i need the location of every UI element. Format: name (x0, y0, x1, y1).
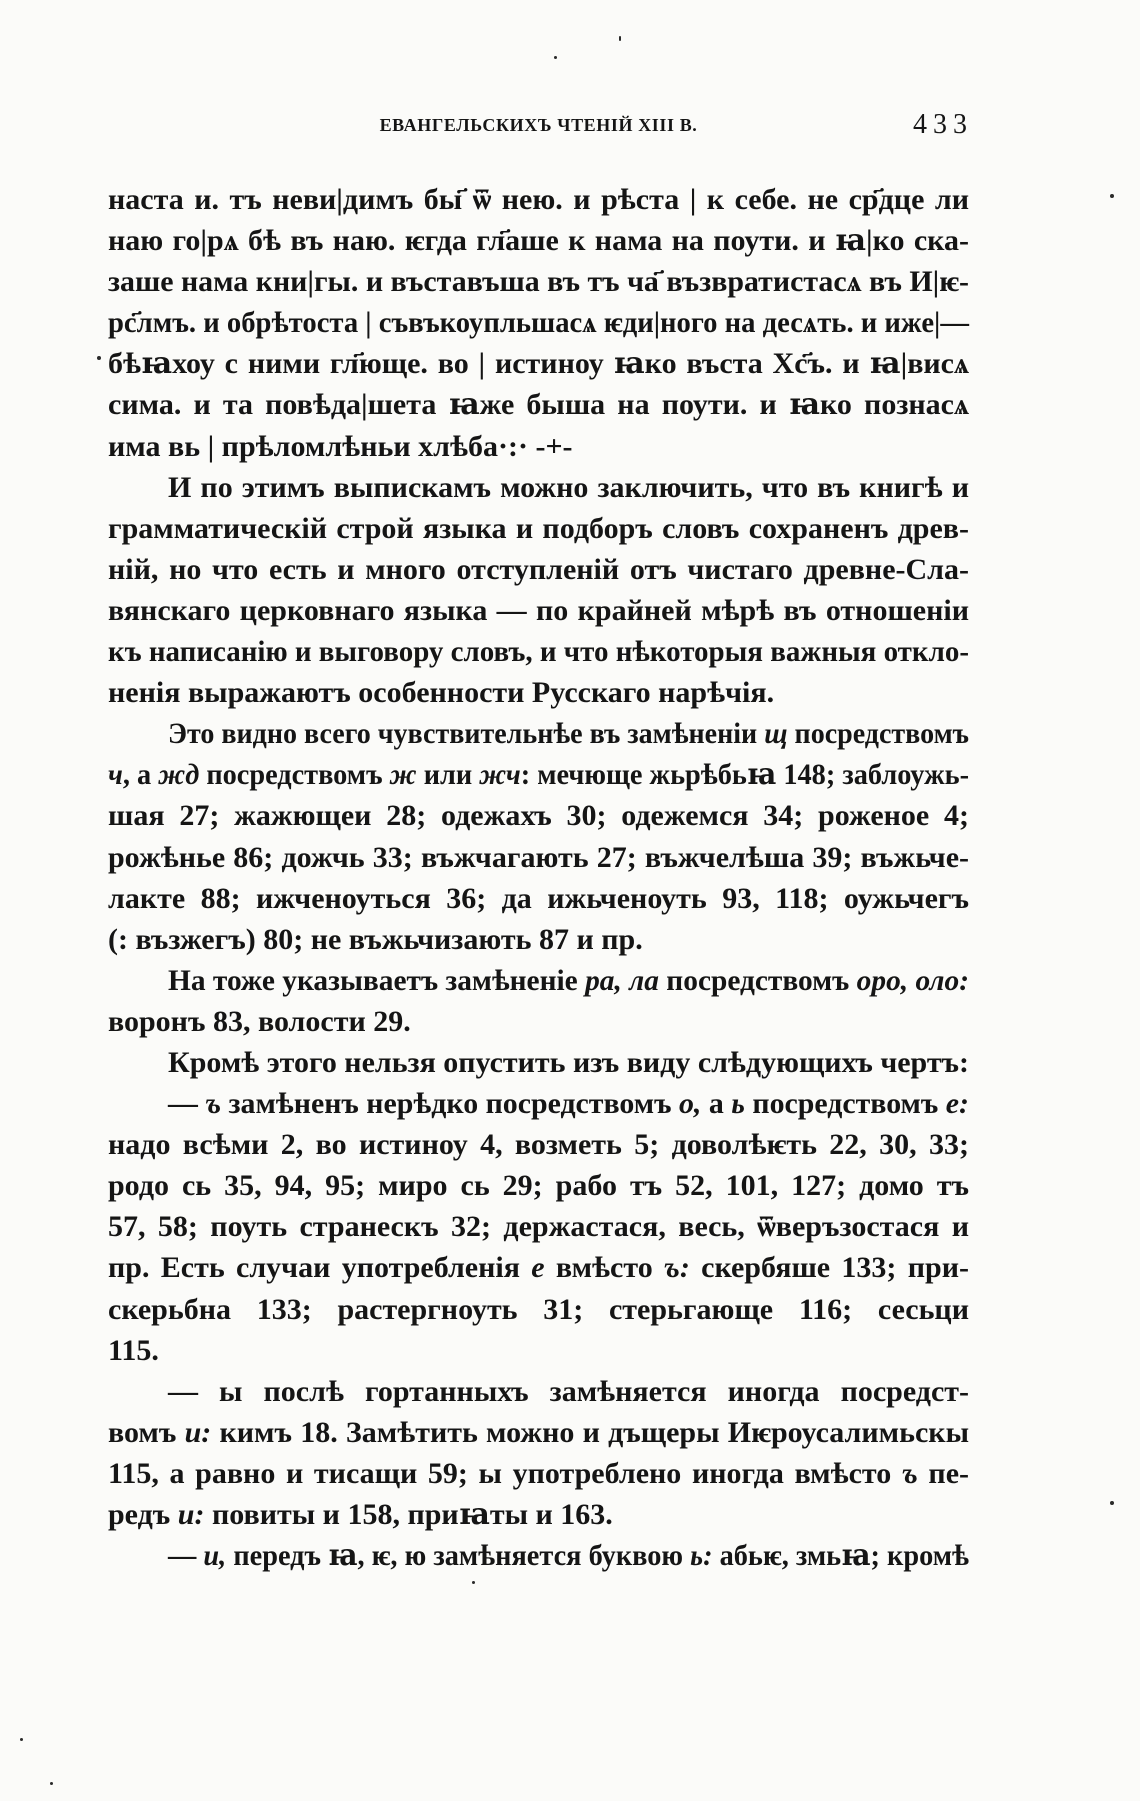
paragraph (108, 713, 969, 960)
line-text: сима. и та повѣда|шета ꙗже быша на поути. и ꙗко познасѧ (108, 388, 969, 422)
text-line (108, 1371, 969, 1412)
paragraph (108, 960, 969, 1042)
body-text (108, 467, 969, 1577)
text-run: посредствомъ (199, 758, 390, 792)
line-text (108, 1457, 969, 1490)
text-run: Это видно всего чувствительнѣе въ замѣненіи (168, 717, 765, 751)
line-text: наста и. тъ неви|димъ бы҃ ѿ нею. и рѣста | к себе. не ср҃дце ли (108, 183, 969, 216)
text-run: замѣненъ нерѣдко посредствомъ (221, 1087, 679, 1121)
scan-speck (554, 56, 557, 59)
italic-term: и: (184, 1415, 212, 1449)
text-line (108, 384, 969, 425)
text-line (108, 919, 969, 960)
paragraph (108, 1042, 969, 1083)
text-run: редъ (108, 1498, 178, 1531)
italic-term: жд (158, 758, 200, 792)
running-title: ЕВАНГЕЛЬСКИХЪ ЧТЕНІЙ XIII В. (379, 115, 698, 135)
line-text: (: възжегъ) 80; не въжьчизають 87 и пр. (108, 922, 643, 956)
italic-term: ь (731, 1087, 745, 1121)
text-block (108, 179, 969, 1576)
italic-term: ъ: (664, 1251, 690, 1285)
text-run: посредствомъ (787, 717, 969, 751)
paragraph (108, 1371, 969, 1535)
text-run: пр. Есть случаи употребленія (108, 1251, 532, 1285)
text-run: пе- (917, 1456, 969, 1490)
text-run: повиты и 158, приꙗты и 163. (204, 1498, 613, 1531)
text-line (108, 467, 969, 508)
line-text: заше нама кни|гы. и въставъша въ тъ ча҃ възвратистасѧ въ И|ѥ- (108, 265, 969, 299)
line-text (108, 754, 969, 795)
page-number: 433 (913, 109, 973, 140)
line-text (168, 713, 969, 754)
text-line (108, 549, 969, 590)
italic-term: оро, оло: (856, 963, 969, 997)
text-line (108, 795, 969, 836)
text-line (108, 343, 969, 384)
text-run: или (416, 758, 480, 792)
line-text: бѣꙗхоу с ними гл҃юще. во | истиноу ꙗко въста Хс҃ъ. и ꙗ|висѧ (108, 347, 969, 381)
text-run: кимъ 18. Замѣтить можно и дъщеры Иѥроусалимьскы (211, 1415, 969, 1449)
text-run: передъ ꙗ, ѥ, ю замѣняется буквою (226, 1539, 691, 1573)
text-line (108, 1083, 969, 1124)
text-run: — (168, 1087, 206, 1121)
line-text: рс҃лмъ. и обрѣтоста | съвъкоупльшасѧ ѥди|ного на десѧть. и иже|— (108, 306, 969, 340)
italic-term: ъ (901, 1456, 918, 1490)
italic-term: ч (108, 758, 123, 792)
scan-speck (97, 356, 101, 360)
italic-term: ъ (205, 1087, 222, 1121)
line-text: има вь | прѣломлѣньи хлѣба·:· -+- (108, 429, 573, 463)
line-text: ненія выражаютъ особенности Русскаго нарѣчія. (108, 676, 775, 710)
text-line (108, 754, 969, 795)
text-run: посредствомъ (658, 963, 857, 997)
page-header (108, 108, 973, 142)
italic-term: жч (479, 758, 521, 792)
text-line (108, 960, 969, 1001)
italic-term: щ (764, 717, 788, 751)
italic-term: и, (203, 1539, 227, 1573)
text-line (108, 179, 969, 220)
line-text: рожѣнье 86; дожчь 33; въжчагають 27; въжчелѣша 39; въжьче- (108, 840, 969, 874)
text-line (108, 1289, 969, 1330)
line-text: скерьбна 133; растергноуть 31; стерьгающе 116; сесьци (108, 1292, 969, 1326)
line-text (168, 960, 969, 1001)
text-line (108, 1206, 969, 1247)
text-line (108, 1165, 969, 1206)
line-text: вянскаго церковнаго языка — по крайней мѣрѣ въ отношеніи (108, 593, 969, 627)
line-text (108, 1498, 613, 1531)
text-line (108, 1453, 969, 1494)
line-text (168, 1083, 969, 1124)
line-text: грамматическій строй языка и подборъ словъ сохраненъ древ- (108, 511, 969, 545)
line-text: — ы послѣ гортанныхъ замѣняется иногда посредст- (168, 1374, 969, 1408)
line-text: Кромѣ этого нельзя опустить изъ виду слѣдующихъ чертъ: (168, 1045, 969, 1079)
italic-term: ь: (690, 1539, 713, 1573)
text-run: вмѣсто (544, 1251, 665, 1285)
scan-speck (1110, 194, 1114, 198)
paragraph (108, 1083, 969, 1371)
text-run: — (168, 1539, 204, 1573)
line-text: шая 27; жажющеи 28; одежахъ 30; одежемся 34; роженое 4; (108, 799, 969, 833)
line-text: лакте 88; ижченоуться 36; да ижьченоуть 93, 118; оужьчегъ (108, 881, 969, 915)
line-text: воронъ 83, волости 29. (108, 1004, 411, 1038)
scan-speck (20, 1738, 23, 1741)
italic-term: и: (177, 1498, 205, 1531)
italic-term: е: (945, 1087, 969, 1121)
text-run: абьѥ, змьꙗ; кромѣ (712, 1539, 969, 1573)
text-run: 115, а равно и тисащи 59; ы употреблено иногда вмѣсто (108, 1456, 902, 1490)
italic-term: е (531, 1251, 545, 1285)
italic-term: о, (678, 1087, 702, 1121)
text-run: На тоже указываетъ замѣненіе (168, 963, 586, 997)
line-text: 115. (108, 1333, 159, 1367)
line-text: 57, 58; поуть странескъ 32; держастася, весь, ѿверъзостася и (108, 1210, 969, 1244)
text-line (108, 1001, 969, 1042)
text-line (108, 713, 969, 754)
italic-term: ж (389, 758, 417, 792)
text-line (108, 1535, 969, 1576)
text-line (108, 1494, 969, 1535)
text-run: посредствомъ (744, 1087, 946, 1121)
paragraph (108, 1535, 969, 1576)
line-text: надо всѣми 2, во истиноу 4, возметь 5; доволѣѥть 22, 30, 33; (108, 1128, 969, 1162)
line-text (168, 1535, 969, 1576)
text-line (108, 837, 969, 878)
text-line (108, 261, 969, 302)
text-run: скербяше 133; при- (689, 1251, 969, 1285)
italic-term: ра, ла (585, 963, 659, 997)
text-line (108, 1247, 969, 1288)
line-text: И по этимъ выпискамъ можно заключить, что въ книгѣ и (168, 470, 969, 504)
line-text: наю го|рѧ бѣ въ наю. ѥгда гл҃аше к нама на поути. и ꙗ|ко ска- (108, 224, 969, 258)
text-line (108, 1412, 969, 1453)
line-text: къ написанію и выговору словъ, и что нѣкоторыя важныя откло- (108, 635, 969, 669)
text-line (108, 220, 969, 261)
text-line (108, 631, 969, 672)
line-text (108, 1251, 969, 1284)
text-line (108, 1042, 969, 1083)
text-line (108, 1124, 969, 1165)
slavonic-quotation (108, 179, 969, 467)
text-line (108, 302, 969, 343)
line-text: родо сь 35, 94, 95; миро сь 29; рабо тъ 52, 101, 127; домо тъ (108, 1169, 969, 1203)
text-line (108, 672, 969, 713)
scan-speck (619, 36, 621, 41)
scan-speck (1110, 1501, 1114, 1505)
text-line (108, 878, 969, 919)
text-run: вомъ (108, 1415, 185, 1449)
scan-speck (472, 1581, 475, 1584)
text-line (108, 426, 969, 467)
paragraph (108, 467, 969, 714)
text-line (108, 1330, 969, 1371)
scan-speck (50, 1782, 53, 1785)
line-text (108, 1416, 969, 1449)
text-line (108, 508, 969, 549)
text-line (108, 590, 969, 631)
text-run: : мечюще жьрѣбьꙗ 148; заблоужь- (520, 758, 969, 792)
text-run: , а (122, 758, 159, 792)
text-run: а (701, 1087, 732, 1121)
line-text: ній, но что есть и много отступленій отъ чистаго древне-Сла- (108, 552, 969, 586)
